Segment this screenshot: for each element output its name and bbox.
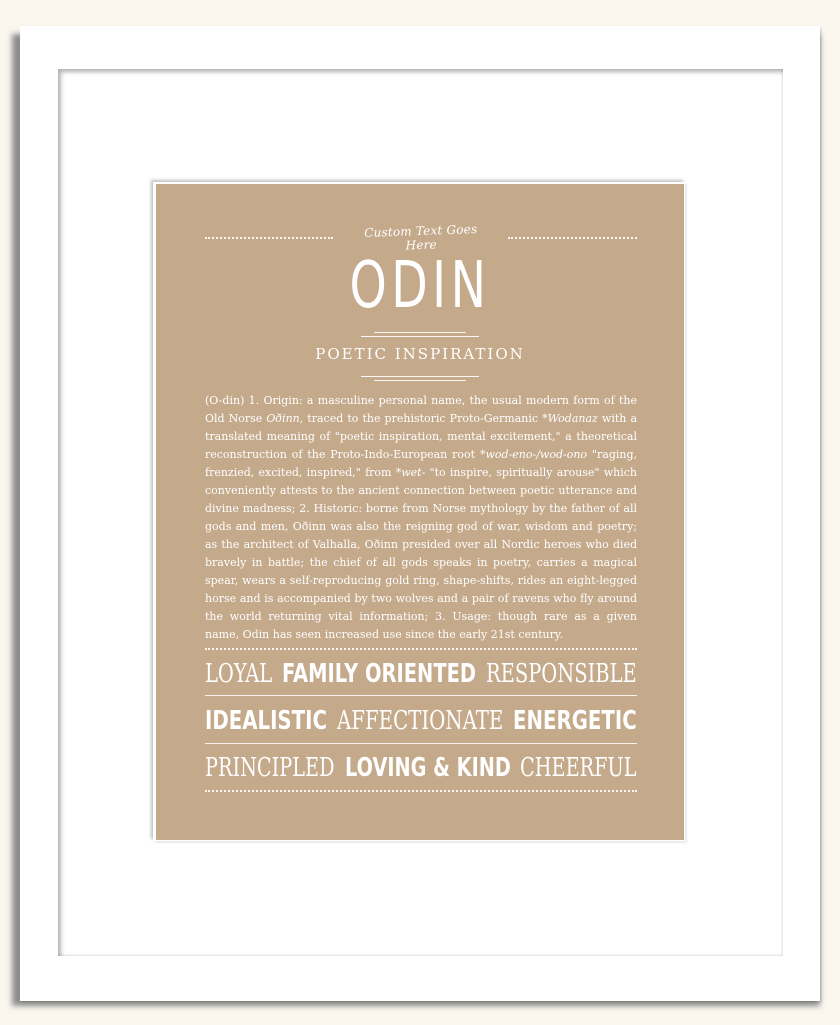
trait-word: PRINCIPLED bbox=[205, 753, 335, 783]
trait-word: LOVING & KIND bbox=[344, 753, 511, 783]
subtitle-rule-lower bbox=[374, 380, 466, 381]
definition-text: (O-din) 1. Origin: a masculine personal name, the usual modern form of the Old Norse Oðinn, traced to the prehistoric Proto-Germanic *Wodanaz with a translated meaning of "poetic inspiration, mental excitement," a theoretical reconstruction of the Proto-Indo-European root *wod-eno-/wod-ono "raging, frenzied, excited, inspired," from *wet- "to inspire, spiritually arouse" which conveniently attests to the ancient connection between poetic utterance and divine madness; 2. Historic: borne from Norse mythology by the father of all gods and men, Oðinn was also the reigning god of war, wisdom and poetry; as the architect of Valhalla, Oðinn presided over all Nordic heroes who died bravely in battle; the chief of all gods speaks in poetry, carries a magical spear, wears a self-reproducing gold ring, shape-shifts, rides an eight-legged horse and is accompanied by two wolves and a pair of ravens who fly around the world returning vital information; 3. Usage: though rare as a given name, Odin has seen increased use since the early 21st century. bbox=[205, 394, 638, 641]
title-rule-upper-long bbox=[361, 336, 479, 337]
dotted-divider-traits-top bbox=[205, 648, 637, 650]
trait-word: AFFECTIONATE bbox=[336, 706, 504, 736]
name-meaning-subtitle: POETIC INSPIRATION bbox=[315, 345, 525, 363]
dotted-divider-left bbox=[205, 237, 333, 239]
title-rule-upper bbox=[374, 332, 466, 333]
trait-word: LOYAL bbox=[205, 659, 273, 689]
subtitle-rule-lower-long bbox=[361, 376, 479, 377]
dotted-divider-right bbox=[508, 237, 637, 239]
trait-word: ENERGETIC bbox=[513, 706, 638, 736]
trait-separator bbox=[205, 695, 637, 696]
trait-word: IDEALISTIC bbox=[205, 706, 327, 736]
dotted-divider-traits-bottom bbox=[205, 790, 637, 792]
trait-row bbox=[205, 750, 637, 786]
trait-separator bbox=[205, 743, 637, 744]
trait-word: FAMILY ORIENTED bbox=[282, 659, 477, 689]
trait-word: CHEERFUL bbox=[520, 753, 638, 783]
name-meaning-print bbox=[156, 184, 684, 840]
trait-word: RESPONSIBLE bbox=[486, 659, 637, 689]
name-title: ODIN bbox=[349, 249, 491, 323]
custom-text-script: Custom Text Goes Here bbox=[363, 222, 478, 253]
trait-row bbox=[205, 703, 637, 739]
trait-row bbox=[205, 656, 637, 692]
